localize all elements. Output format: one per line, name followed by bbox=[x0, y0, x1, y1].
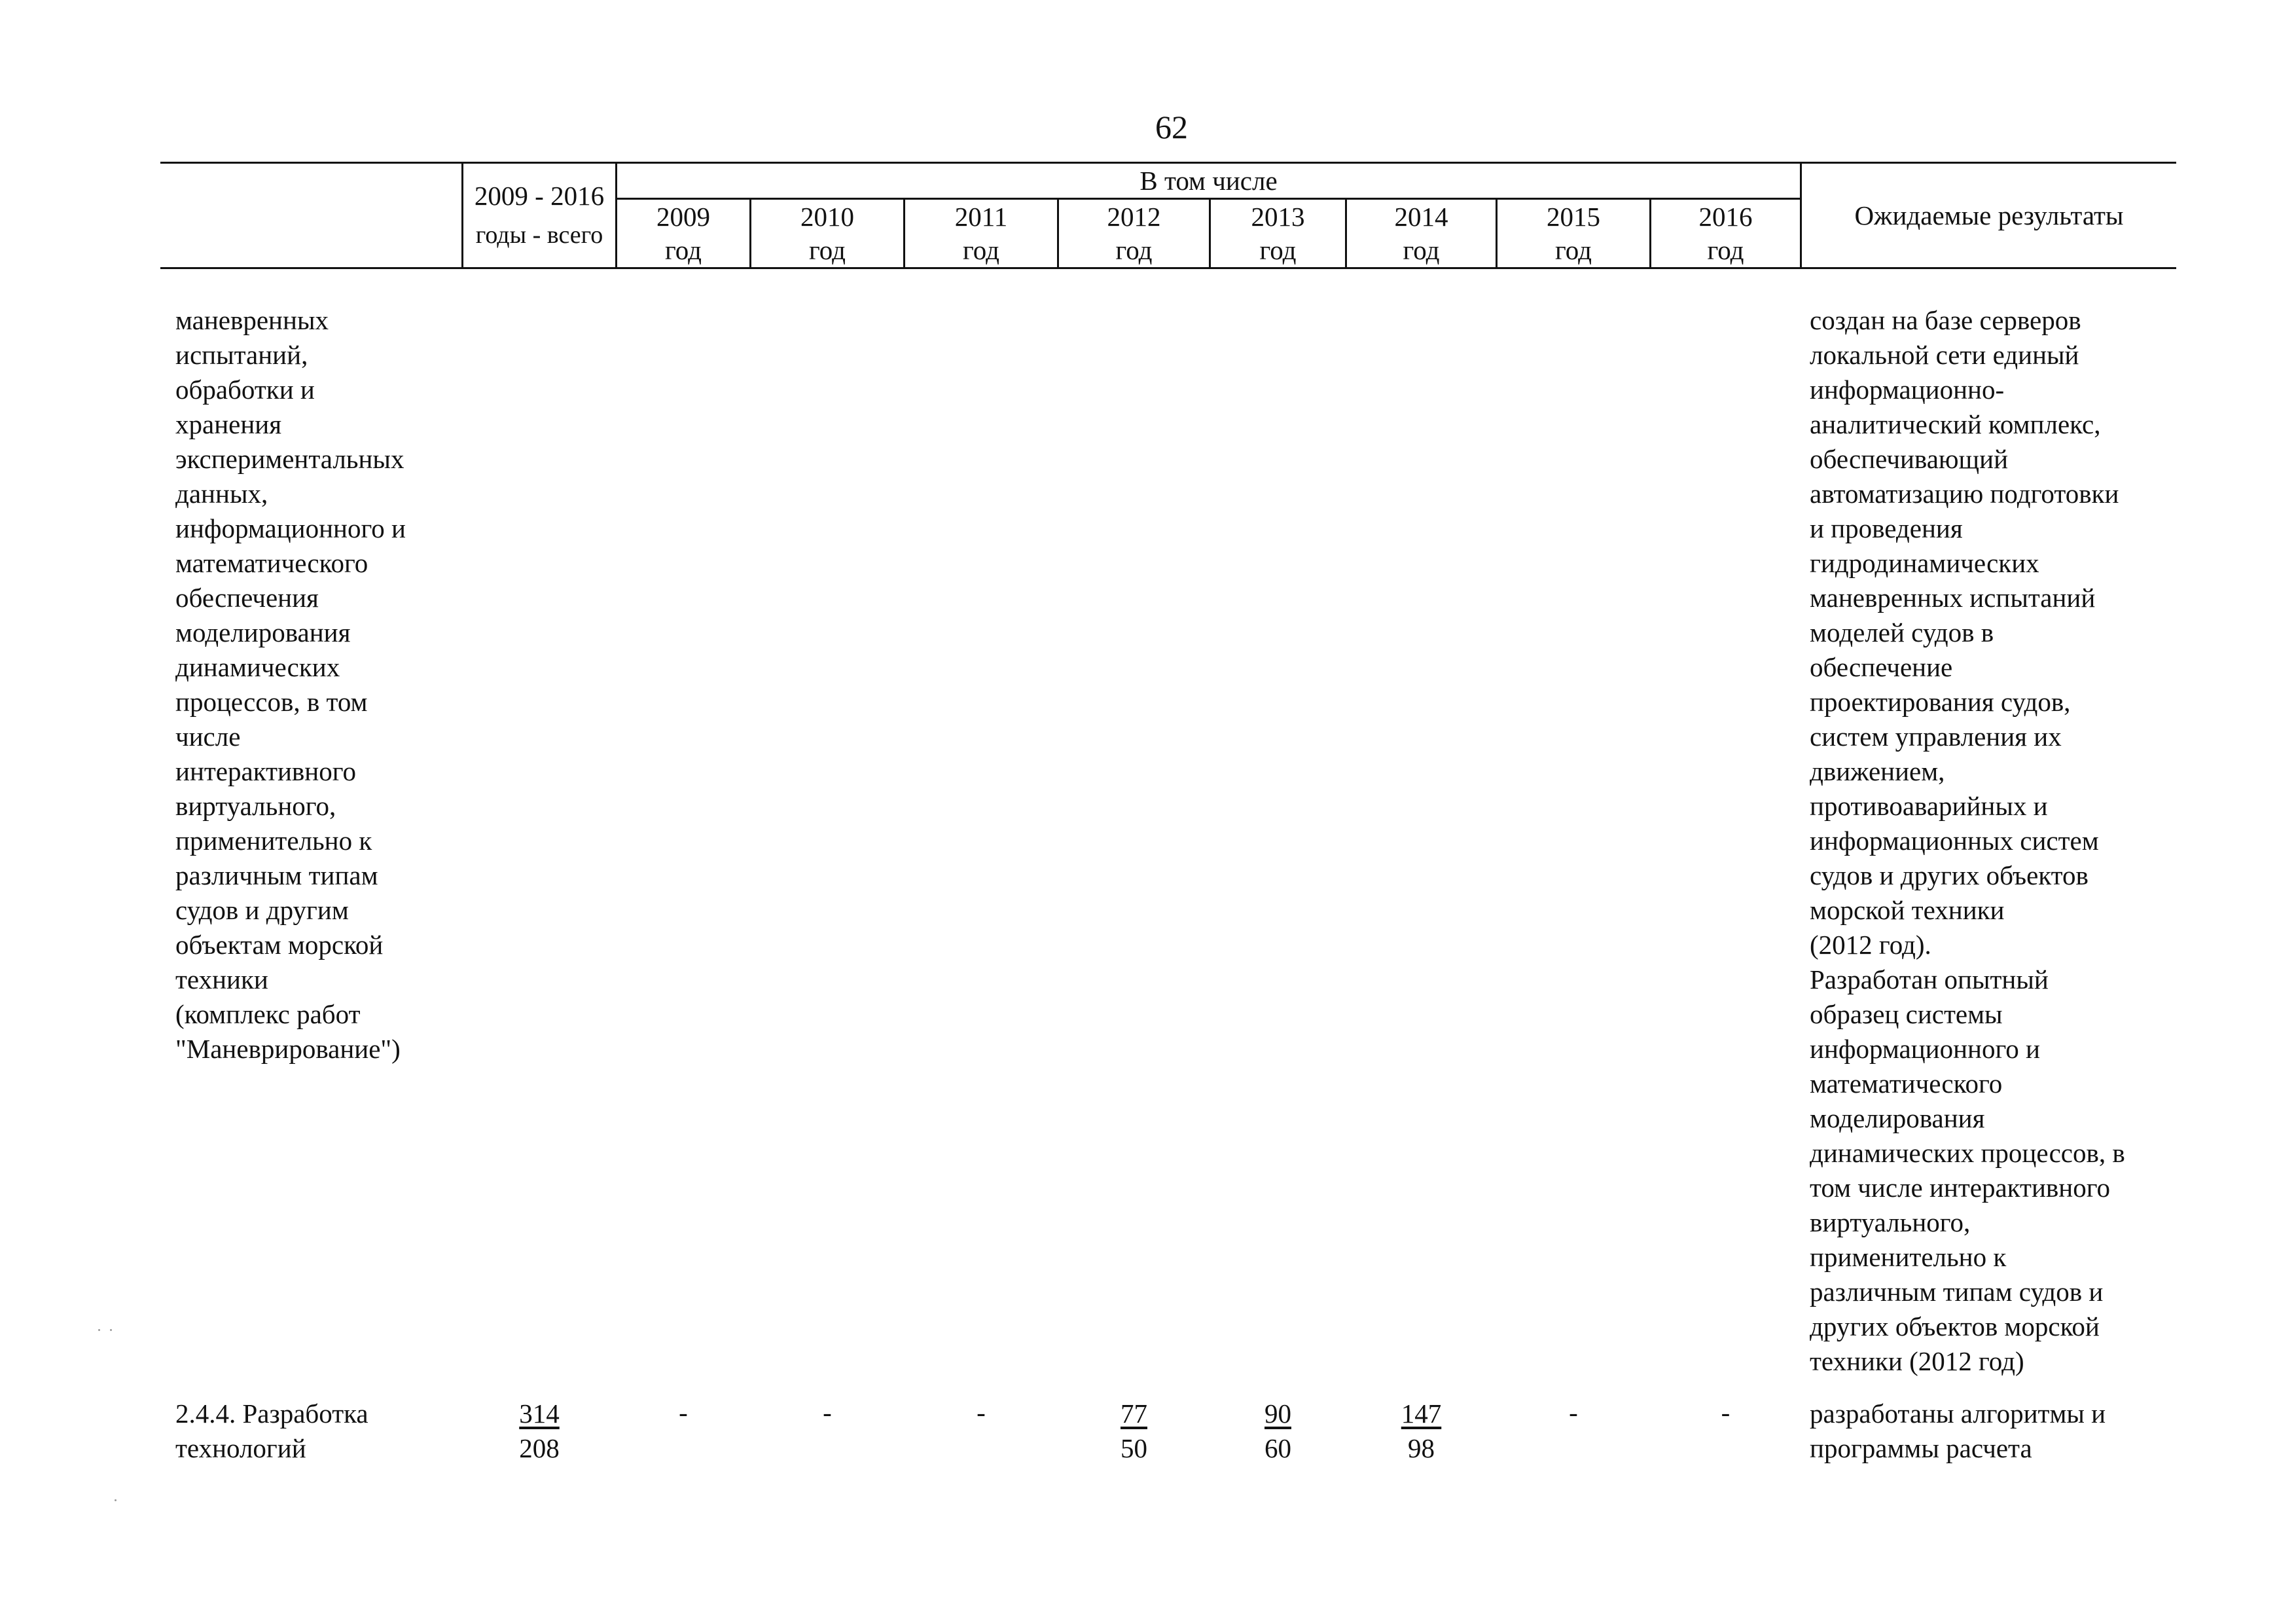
row1-name-line: данных, bbox=[175, 479, 268, 509]
row2-2011-dash: - bbox=[977, 1397, 986, 1427]
header-year-2009: 2009 bbox=[656, 202, 710, 232]
row1-name-line: экспериментальных bbox=[175, 444, 404, 474]
row2-result-cell bbox=[1810, 1396, 2106, 1466]
page-number: 62 bbox=[1155, 109, 1188, 145]
row1-result-line: противоаварийных и bbox=[1810, 791, 2048, 821]
row1-result-line: аналитический комплекс, bbox=[1810, 409, 2101, 439]
row2-2013-value bbox=[1211, 1396, 1345, 1466]
row1-result-line: Разработан опытный bbox=[1810, 964, 2049, 994]
row1-result-line: гидродинамических bbox=[1810, 548, 2039, 578]
row1-result-line: морской техники bbox=[1810, 895, 2005, 925]
header-year-2016: 2016 bbox=[1698, 202, 1753, 232]
scan-speck bbox=[110, 1329, 112, 1331]
row2-2009-dash: - bbox=[679, 1397, 688, 1427]
row1-name-line: хранения bbox=[175, 409, 282, 439]
row2-result-line: разработаны алгоритмы и bbox=[1810, 1398, 2106, 1429]
row1-result-line: судов и других объектов bbox=[1810, 860, 2089, 890]
row1-name-line: "Маневрирование") bbox=[175, 1034, 401, 1064]
row2-2012-top: 77 bbox=[1121, 1398, 1147, 1429]
row1-result-line: обеспечивающий bbox=[1810, 444, 2009, 474]
row2-2015-dash: - bbox=[1569, 1397, 1578, 1427]
scan-speck bbox=[115, 1499, 117, 1501]
header-year-suffix: год bbox=[809, 235, 846, 265]
row2-2012-bottom: 50 bbox=[1121, 1433, 1147, 1463]
row2-total-top: 314 bbox=[519, 1398, 560, 1429]
row1-name-line: техники bbox=[175, 964, 268, 994]
row2-2016-dash: - bbox=[1721, 1397, 1731, 1427]
row1-result-line: движением, bbox=[1810, 756, 1945, 786]
row1-name-line: различным типам bbox=[175, 860, 378, 890]
row1-result-line: и проведения bbox=[1810, 513, 1963, 543]
header-year-suffix: год bbox=[1259, 235, 1297, 265]
row1-name-line: виртуального, bbox=[175, 791, 336, 821]
header-total-line2: годы - всего bbox=[475, 221, 603, 249]
header-group-label: В том числе bbox=[1139, 166, 1278, 196]
row2-name-line: 2.4.4. Разработка bbox=[175, 1398, 368, 1429]
row1-name-line: маневренных bbox=[175, 305, 329, 335]
row1-name-line: (комплекс работ bbox=[175, 999, 361, 1029]
row1-name-line: объектам морской bbox=[175, 930, 384, 960]
row1-name-line: динамических bbox=[175, 652, 340, 682]
row2-result-line: программы расчета bbox=[1810, 1433, 2032, 1463]
row1-name-line: обеспечения bbox=[175, 583, 319, 613]
row2-2010-dash: - bbox=[823, 1397, 832, 1427]
row2-2014-bottom: 98 bbox=[1408, 1433, 1435, 1463]
row1-result-line: информационных систем bbox=[1810, 826, 2099, 856]
row1-result-line: других объектов морской bbox=[1810, 1311, 2100, 1341]
header-divider bbox=[461, 163, 463, 268]
header-year-suffix: год bbox=[665, 235, 702, 265]
header-year-suffix: год bbox=[1403, 235, 1440, 265]
row1-result-line: локальной сети единый bbox=[1810, 340, 2079, 370]
row1-result-line: математического bbox=[1810, 1068, 2003, 1099]
row1-result-line: различным типам судов и bbox=[1810, 1277, 2104, 1307]
row1-name-line: математического bbox=[175, 548, 368, 578]
row1-result-line: информационно- bbox=[1810, 374, 2005, 405]
row1-result-line: техники (2012 год) bbox=[1810, 1346, 2024, 1376]
row1-name-line: интерактивного bbox=[175, 756, 357, 786]
scan-speck bbox=[98, 1329, 100, 1331]
row1-name-line: числе bbox=[175, 721, 241, 752]
header-year-2012: 2012 bbox=[1107, 202, 1161, 232]
row1-result-line: маневренных испытаний bbox=[1810, 583, 2096, 613]
header-year-suffix: год bbox=[1707, 235, 1744, 265]
row1-result-line: проектирования судов, bbox=[1810, 687, 2071, 717]
header-year-suffix: год bbox=[963, 235, 999, 265]
header-year-2011: 2011 bbox=[954, 202, 1008, 232]
row1-result-line: (2012 год). bbox=[1810, 930, 1931, 960]
row1-name-line: испытаний, bbox=[175, 340, 308, 370]
header-year-suffix: год bbox=[1555, 235, 1592, 265]
row1-name-cell bbox=[175, 303, 406, 1067]
row1-result-cell bbox=[1810, 303, 2125, 1379]
row1-name-line: моделирования bbox=[175, 617, 351, 647]
row1-result-line: моделей судов в bbox=[1810, 617, 1994, 647]
header-total-line1: 2009 - 2016 bbox=[474, 181, 605, 211]
row1-result-line: обеспечение bbox=[1810, 652, 1953, 682]
row2-2014-value bbox=[1347, 1396, 1496, 1466]
row1-result-line: систем управления их bbox=[1810, 721, 2062, 752]
row1-result-line: создан на базе серверов bbox=[1810, 305, 2081, 335]
row2-2014-top: 147 bbox=[1401, 1398, 1442, 1429]
row2-total-value bbox=[463, 1396, 615, 1466]
row2-2012-value bbox=[1059, 1396, 1209, 1466]
row2-name-line: технологий bbox=[175, 1433, 306, 1463]
header-year-suffix: год bbox=[1115, 235, 1153, 265]
row1-result-line: автоматизацию подготовки bbox=[1810, 479, 2119, 509]
row1-result-line: образец системы bbox=[1810, 999, 2003, 1029]
row1-result-line: том числе интерактивного bbox=[1810, 1173, 2110, 1203]
row1-name-line: процессов, в том bbox=[175, 687, 368, 717]
header-year-2010: 2010 bbox=[800, 202, 854, 232]
row1-name-line: информационного и bbox=[175, 513, 406, 543]
row1-name-line: применительно к bbox=[175, 826, 372, 856]
row2-2013-bottom: 60 bbox=[1265, 1433, 1291, 1463]
header-group-rule bbox=[615, 198, 1800, 200]
header-year-2013: 2013 bbox=[1251, 202, 1305, 232]
row2-total-bottom: 208 bbox=[519, 1433, 560, 1463]
header-year-2014: 2014 bbox=[1394, 202, 1448, 232]
row1-result-line: динамических процессов, в bbox=[1810, 1138, 2125, 1168]
row1-result-line: информационного и bbox=[1810, 1034, 2040, 1064]
row1-result-line: моделирования bbox=[1810, 1103, 1985, 1133]
header-year-2015: 2015 bbox=[1547, 202, 1600, 232]
row2-2013-top: 90 bbox=[1265, 1398, 1291, 1429]
row1-result-line: виртуального, bbox=[1810, 1207, 1971, 1237]
row1-result-line: применительно к bbox=[1810, 1242, 2007, 1272]
row1-name-line: судов и другим bbox=[175, 895, 349, 925]
row2-name-cell bbox=[175, 1396, 368, 1466]
header-results-label: Ожидаемые результаты bbox=[1854, 200, 2124, 230]
row1-name-line: обработки и bbox=[175, 374, 315, 405]
